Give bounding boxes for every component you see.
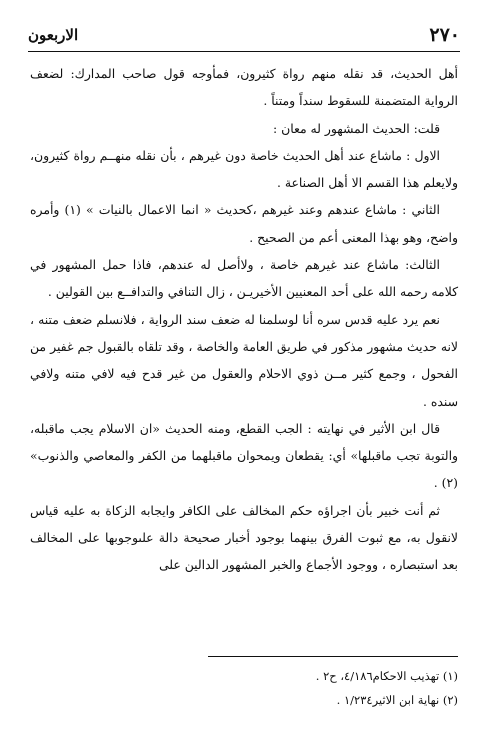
header-rule	[28, 51, 460, 52]
paragraph: نعم يرد عليه قدس سره أنا لوسلمنا له ضعف سند الرواية ، فلانسلم ضعف متنه ، لانه حديث مشهور مذكور في طريق العامة والخاصة ، وقد تلقاه بالقبول جم غفير من الفحول ، وجمع كثير مــن ذوي الاحلام والعقول من غير قدح فيه لافي متنه ولافي سنده .	[30, 311, 458, 409]
body-text	[30, 60, 458, 579]
paragraph: قلت: الحديث المشهور له معان :	[272, 120, 440, 136]
running-title: الاربعون	[28, 26, 79, 44]
footnote-rule	[208, 656, 458, 657]
page-header	[28, 22, 460, 48]
paragraph: الثاني : ماشاع عندهم وعند غيرهم ،كحديث « انما الاعمال بالنيات » (١) وأمره واضح، وهو بهذا المعنى أعم من الصحيح .	[30, 202, 458, 245]
paragraph: الثالث: ماشاع عند غيرهم خاصة ، ولاأصل له عندهم، فاذا حمل المشهور في كلامه رحمه الله على أحد المعنيين الأخيريـن ، زال التنافي والتدافــع بين القولين .	[30, 257, 458, 300]
paragraph: الاول : ماشاع عند أهل الحديث خاصة دون غيرهم ، بأن نقله منهــم رواة كثيرون، ولايعلم هذا القسم الا أهل الصناعة .	[30, 147, 458, 191]
paragraph: قال ابن الأثير في نهايته : الجب القطع، ومنه الحديث «ان الاسلام يجب ماقبله، والتوبة تجب ماقبلها» أي: يقطعان ويمحوان ماقبلهما من الكفر والمعاصي والذنوب» (٢) .	[30, 420, 458, 491]
paragraph: أهل الحديث، قد نقله منهم رواة كثيرون، فمأوجه قول صاحب المدارك: لضعف الرواية المتضمنة للسقوط سنداً ومتناً .	[30, 66, 458, 109]
footnote: (٢) نهاية ابن الاثير١/٢٣٤ .	[336, 693, 458, 707]
footnote: (١) تهذيب الاحكام٤/١٨٦، ح٢ .	[315, 669, 458, 683]
paragraph: ثم أنت خبير بأن اجراؤه حكم المخالف على الكافر وايجابه الزكاة به عليه قياس لانقول به، مع ثبوت الفرق بينهما بوجود أخبار صحيحة دالة علىوجوبها على المخالف بعد استبصاره ، ووجود الأجماع والخبر المشهور الدالين على	[30, 502, 458, 573]
footnotes	[30, 664, 458, 712]
page-number: ٢٧٠	[429, 24, 460, 46]
